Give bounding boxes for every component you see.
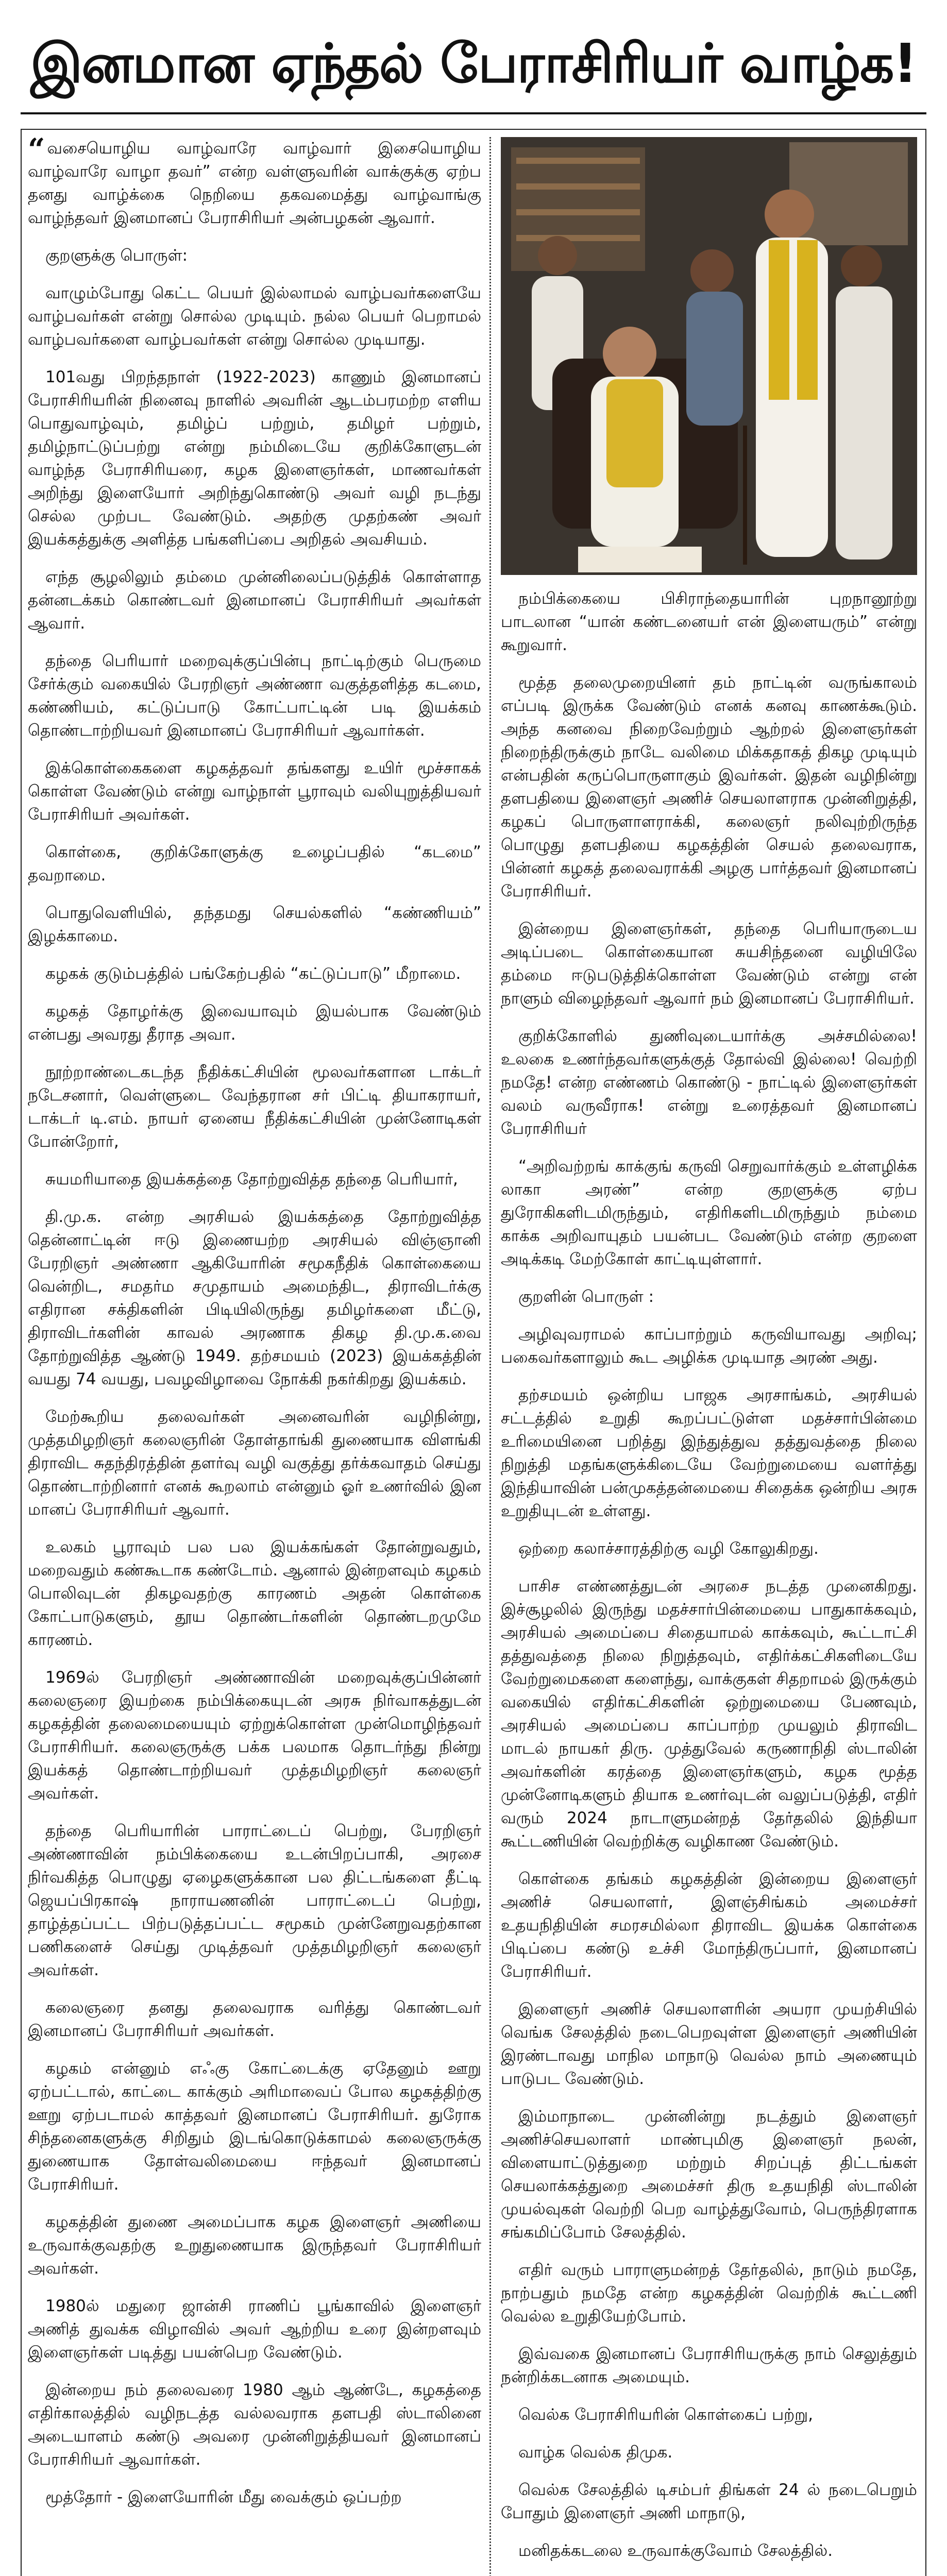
article-paragraph: இளைஞர் அணிச் செயலாளரின் அயரா முயற்சியில் வெங்க சேலத்தில் நடைபெறவுள்ள இளைஞர் அணியின் இரண்டாவது மாநில மாநாடு வெல்ல நாம் அணையும் பாடுபட வேண்டும். — [501, 2000, 917, 2088]
article-paragraph: தந்தை பெரியார் மறைவுக்குப்பின்பு நாட்டிற்கும் பெருமை சேர்க்கும் வகையில் பேரறிஞர் அண்ணா வகுத்தளித்த கடமை, கண்ணியம், கட்டுப்பாடு கோட்பாட்டின் படி இயக்கம் தொண்டாற்றியவர் இனமானப் பேராசிரியர் ஆவார்கள். — [28, 652, 481, 740]
article-paragraph: இவ்வகை இனமானப் பேராசிரியருக்கு நாம் செலுத்தும் நன்றிக்கடனாக அமையும். — [501, 2345, 917, 2386]
article-paragraph: குறிக்கோளில் துணிவுடையார்க்கு அச்சமில்லை! உலகை உணர்ந்தவர்களுக்குத் தோல்வி இல்லை! வெற்றி நமதே! என்ற எண்ணம் கொண்டு - நாட்டில் இளைஞர்கள் வலம் வருவீராக! என்று உரைத்தவர் இனமானப் பேராசிரியர் — [501, 1027, 917, 1138]
article-paragraph: கழகக் குடும்பத்தில் பங்கேற்பதில் “கட்டுப்பாடு” மீறாமை. — [45, 964, 461, 983]
article-paragraph: “அறிவற்றங் காக்குங் கருவி செறுவார்க்கும் உள்ளழிக்க லாகா அரண்” என்ற குறளுக்கு ஏற்ப துரோகிகளிடமிருந்தும், எதிரிகளிடமிருந்தும் நம்மை காக்க அறிவாயுதம் பயன்பட வேண்டும் என்ற குறளை அடிக்கடி மேற்கோள் காட்டியுள்ளார். — [501, 1157, 917, 1268]
article-paragraph: கழகத் தோழர்க்கு இவையாவும் இயல்பாக வேண்டும் என்பது அவரது தீராத அவா. — [28, 1002, 481, 1044]
left-column — [28, 137, 481, 2576]
article-paragraph: கொள்கை, குறிக்கோளுக்கு உழைப்பதில் “கடமை” தவறாமை. — [28, 843, 481, 885]
article-paragraph: நம்பிக்கையை பிசிராந்தையாரின் புறநானூற்று பாடலான “யான் கண்டனையர் என் இளையரும்” என்று கூறுவார். — [501, 589, 917, 654]
article-paragraph: சுயமரியாதை இயக்கத்தை தோற்றுவித்த தந்தை பெரியார், — [45, 1170, 458, 1189]
article-paragraph: குறளுக்கு பொருள்: — [45, 246, 188, 265]
article-paragraph: மனிதக்கடலை உருவாக்குவோம் சேலத்தில். — [518, 2541, 833, 2560]
article-paragraph: வெல்க சேலத்தில் டிசம்பர் திங்கள் 24 ல் நடைபெறும் போதும் இளைஞர் அணி மாநாடு, — [501, 2481, 917, 2522]
article-paragraph: பாசிச எண்ணத்துடன் அரசை நடத்த முனைகிறது. இச்சூழலில் இருந்து மதச்சார்பின்மையை பாதுகாக்கவும், அரசியல் அமைப்பை சிதையாமல் காக்கவும், கூட்டாட்சி தத்துவத்தை நிலை நிறுத்தவும், எதிர்க்கட்சிகளிடையே வேற்றுமைகளை களைந்து, வாக்குகள் சிதறாமல் இருக்கும் வகையில் எதிர்கட்சிகளின் ஒற்றுமையை பேணவும், அரசியல் அமைப்பை காப்பாற்ற முயலும் திராவிட மாடல் நாயகர் திரு. முத்துவேல் கருணாநிதி ஸ்டாலின் அவர்களின் கரத்தை இளைஞர்களும், கழக மூத்த முன்னோடிகளும் தியாக உணர்வுடன் வலுப்படுத்தி, எதிர் வரும் 2024 நாடாளுமன்றத் தேர்தலில் இந்தியா கூட்டணியின் வெற்றிக்கு வழிகாண வேண்டும். — [501, 1577, 917, 1851]
article-paragraph: தி.மு.க. என்ற அரசியல் இயக்கத்தை தோற்றுவித்த தென்னாட்டின் ஈடு இணையற்ற அரசியல் விஞ்ஞானி பேரறிஞர் அண்ணா ஆகியோரின் சமூகநீதிக் கொள்கையை வென்றிட, சமதர்ம சமுதாயம் அமைந்திட, திராவிடர்க்கு எதிரான சக்திகளின் பிடியிலிருந்து தமிழர்களை மீட்டு, திராவிடர்களின் காவல் அரணாக திகழ தி.மு.க.வை தோற்றுவித்த ஆண்டு 1949. தற்சமயம் (2023) இயக்கத்தின் வயது 74 வயது, பவழவிழாவை நோக்கி நகர்கிறது இயக்கம். — [28, 1208, 481, 1388]
article-paragraph: மேற்கூறிய தலைவர்கள் அனைவரின் வழிநின்று, முத்தமிழறிஞர் கலைஞரின் தோள்தாங்கி துணையாக விளங்கி திராவிட சுதந்திரத்தின் தளர்வு வழி வகுத்து தர்க்கவாதம் செய்து தொண்டாற்றினார் எனக் கூறலாம் என்னும் ஓர் உணர்வில் இன மானப் பேராசிரியர் ஆவார். — [28, 1408, 481, 1519]
article-paragraph: தந்தை பெரியாரின் பாராட்டைப் பெற்று, பேரறிஞர் அண்ணாவின் நம்பிக்கையை உடன்பிறப்பாகி, அரசை நிர்வகித்த பொழுது ஏழைகளுக்கான பல திட்டங்களை தீட்டி ஜெயப்பிரகாஷ் நாராயணனின் பாராட்டைப் பெற்று, தாழ்த்தப்பட்ட பிற்படுத்தப்பட்ட சமூகம் முன்னேறுவதற்கான பணிகளைச் செய்து முடித்தவர் முத்தமிழறிஞர் கலைஞர் அவர்கள். — [28, 1822, 481, 1979]
article-paragraph: பொதுவெளியில், தந்தமது செயல்களில் “கண்ணியம்” இழக்காமை. — [28, 904, 481, 945]
article-paragraph: வெல்க பேராசிரியரின் கொள்கைப் பற்று, — [518, 2405, 814, 2424]
article-paragraph: 1969ல் பேரறிஞர் அண்ணாவின் மறைவுக்குப்பின்னர் கலைஞரை இயற்கை நம்பிக்கையுடன் அரசு நிர்வாகத்துடன் கழகத்தின் தலைமையையும் ஏற்றுக்கொள்ள முன்மொழிந்தவர் பேராசிரியர். கலைஞருக்கு பக்க பலமாக தொடர்ந்து நின்று இயக்கத் தொண்டாற்றியவர் முத்தமிழறிஞர் கலைஞர் அவர்கள். — [28, 1668, 481, 1803]
article-paragraph: உலகம் பூராவும் பல பல இயக்கங்கள் தோன்றுவதும், மறைவதும் கண்கூடாக கண்டோம். ஆனால் இன்றளவும் கழகம் பொலிவுடன் திகழவதற்கு காரணம் அதன் கொள்கை கோட்பாடுகளும், தூய தொண்டர்களின் தொண்டறமுமே காரணம். — [28, 1538, 481, 1649]
article-paragraph: நூற்றாண்டைகடந்த நீதிக்கட்சியின் மூலவர்களான டாக்டர் நடேசனார், வெள்ளுடை வேந்தரான சர் பிட்டி தியாகராயர், டாக்டர் டி.எம். நாயர் ஏனைய நீதிக்கட்சியின் முன்னோடிகள் போன்றோர், — [28, 1063, 481, 1151]
right-column — [501, 137, 917, 2576]
article-paragraph: 1980ல் மதுரை ஜான்சி ராணிப் பூங்காவில் இளைஞர் அணித் துவக்க விழாவில் அவர் ஆற்றிய உரை இன்றளவும் இளைஞர்கள் படித்து பயன்பெற வேண்டும். — [28, 2297, 481, 2362]
article-paragraph: இம்மாநாடை முன்னின்று நடத்தும் இளைஞர் அணிச்செயலாளர் மாண்புமிகு இளைஞர் நலன், விளையாட்டுத்துறை மற்றும் சிறப்புத் திட்டங்கள் செயலாக்கத்துறை அமைச்சர் திரு உதயநிதி ஸ்டாலின் முயல்வுகள் வெற்றி பெற வாழ்த்துவோம், பெருந்திரளாக சங்கமிப்போம் சேலத்தில். — [501, 2107, 917, 2242]
article-paragraph: கழகத்தின் துணை அமைப்பாக கழக இளைஞர் அணியை உருவாக்குவதற்கு உறுதுணையாக இருந்தவர் பேராசிரியர் அவர்கள். — [28, 2213, 481, 2278]
article-paragraph: 101வது பிறந்தநாள் (1922-2023) காணும் இனமானப் பேராசிரியரின் நினைவு நாளில் அவரின் ஆடம்பரமற்ற எளிய பொதுவாழ்வும், தமிழ்ப் பற்றும், தமிழர் பற்றும், தமிழ்நாட்டுப்பற்று என்று நம்மிடையே குறிக்கோளுடன் வாழ்ந்த பேராசிரியரை, கழக இளைஞர்கள், மாணவர்கள் அறிந்து இளையோர் அறிந்துகொண்டு அவர் வழி நடந்து செல்ல முற்பட வேண்டும். அதற்கு முதற்கண் அவர் இயக்கத்துக்கு அளித்த பங்களிப்பை அறிதல் அவசியம். — [28, 368, 481, 549]
article-paragraph: இக்கொள்கைகளை கழகத்தவர் தங்களது உயிர் மூச்சாகக் கொள்ள வேண்டும் என்று வாழ்நாள் பூராவும் வலியுறுத்தியவர் பேராசிரியர் அவர்கள். — [28, 759, 481, 824]
article-paragraph: கழகம் என்னும் எஃகு கோட்டைக்கு ஏதேனும் ஊறு ஏற்பட்டால், காட்டை காக்கும் அரிமாவைப் போல கழகத்திற்கு ஊறு ஏற்படாமல் காத்தவர் இனமானப் பேராசிரியர். துரோக சிந்தனைகளுக்கு சிறிதும் இடங்கொடுக்காமல் கலைஞருக்கு துணையாக தோள்வலிமையை ஈந்தவர் இனமானப் பேராசிரியர். — [28, 2059, 481, 2194]
article-paragraph: எந்த சூழலிலும் தம்மை முன்னிலைப்படுத்திக் கொள்ளாத தன்னடக்கம் கொண்டவர் இனமானப் பேராசிரியர் அவர்கள் ஆவார். — [28, 568, 481, 633]
article-paragraph: தற்சமயம் ஒன்றிய பாஜக அரசாங்கம், அரசியல் சட்டத்தில் உறுதி கூறப்பட்டுள்ள மதச்சார்பின்மை உரிமையினை பறித்து இந்துத்துவ தத்துவத்தை நிலை நிறுத்தி மதங்களுக்கிடையே வேற்றுமையை வளர்த்து இந்தியாவின் பன்முகத்தன்மையை சிதைக்க ஒன்றிய அரசு உறுதியுடன் உள்ளது. — [501, 1386, 917, 1520]
article-paragraph: ஒற்றை கலாச்சாரத்திற்கு வழி கோலுகிறது. — [518, 1539, 819, 1558]
article-paragraph: எதிர் வரும் பாராளுமன்றத் தேர்தலில், நாடும் நமதே, நாற்பதும் நமதே என்ற கழகத்தின் வெற்றிக் கூட்டணி வெல்ல உறுதியேற்போம். — [501, 2261, 917, 2326]
article-paragraph: கலைஞரை தனது தலைவராக வரித்து கொண்டவர் இனமானப் பேராசிரியர் அவர்கள். — [28, 1998, 481, 2040]
photo-leaders-meeting — [501, 137, 917, 575]
opening-quote-mark: “ — [28, 137, 45, 167]
article-paragraph: இன்றைய நம் தலைவரை 1980 ஆம் ஆண்டே, கழகத்தை எதிர்காலத்தில் வழிநடத்த வல்லவராக தளபதி ஸ்டாலினை அடையாளம் கண்டு அவரை முன்னிறுத்தியவர் இனமானப் பேராசிரியர் ஆவார்கள். — [28, 2381, 481, 2469]
article-paragraph: இன்றைய இளைஞர்கள், தந்தை பெரியாருடைய அடிப்படை கொள்கையான சுயசிந்தனை வழியிலே தம்மை ஈடுபடுத்திக்கொள்ள வேண்டும் என்று என் நாளும் விழைந்தவர் ஆவார் நம் இனமானப் பேராசிரியர். — [501, 920, 917, 1008]
photo-illustration — [501, 137, 917, 575]
headline: இனமான ஏந்தல் பேராசிரியர் வாழ்க! — [30, 32, 917, 95]
article-paragraph: அழிவுவராமல் காப்பாற்றும் கருவியாவது அறிவு; பகைவர்களாலும் கூட அழிக்க முடியாத அரண் அது. — [501, 1325, 917, 1367]
article-paragraph: குறளின் பொருள் : — [518, 1287, 654, 1306]
column-divider — [489, 137, 491, 2576]
masthead — [21, 14, 926, 114]
article-paragraph: மூத்தோர் - இளையோரின் மீது வைக்கும் ஒப்பற்ற — [45, 2488, 402, 2506]
article-paragraph: வாழ்க வெல்க திமுக. — [518, 2443, 673, 2462]
article-paragraph: வாழும்போது கெட்ட பெயர் இல்லாமல் வாழ்பவர்களையே வாழ்பவர்கள் என்று சொல்ல முடியும். நல்ல பெயர் பெறாமல் வாழ்பவர்களை வாழ்பவர்கள் என்று சொல்ல முடியாது. — [28, 284, 481, 349]
article-paragraph — [28, 137, 481, 230]
paragraph-text: வசையொழிய வாழ்வாரே வாழ்வார் இசையொழிய வாழ்வாரே வாழா தவர்” என்ற வள்ளுவரின் வாக்குக்கு ஏற்ப தனது வாழ்க்கை நெறியை தகவமைத்து வாழ்வாங்கு வாழ்ந்தவர் இனமானப் பேராசிரியர் அன்பழகன் ஆவார். — [28, 139, 481, 227]
right-column-text — [501, 575, 917, 2563]
article-paragraph: மூத்த தலைமுறையினர் தம் நாட்டின் வருங்காலம் எப்படி இருக்க வேண்டும் எனக் கனவு காணக்கூடும். அந்த கனவை நிறைவேற்றும் ஆற்றல் இளைஞர்கள் நிறைந்திருக்கும் நாடே வலிமை மிக்கதாகத் திகழ முடியும் என்பதின் கருப்பொருளாகும் இவர்கள். இதன் வழிநின்று தளபதியை இளைஞர் அணிச் செயலாளராக முன்னிறுத்தி, கழகப் பொருளாளராக்கி, கலைஞர் நலிவுற்றிருந்த பொழுது தளபதியை கழகத்தின் செயல் தலைவராக, பின்னர் கழகத் தலைவராக்கி அழகு பார்த்தவர் இனமானப் பேராசிரியர். — [501, 673, 917, 901]
article-paragraph: கொள்கை தங்கம் கழகத்தின் இன்றைய இளைஞர் அணிச் செயலாளர், இளஞ்சிங்கம் அமைச்சர் உதயநிதியின் சமரசமில்லா திராவிட இயக்க கொள்கை பிடிப்பை கண்டு உச்சி மோந்திருப்பார், இனமானப் பேராசிரியர். — [501, 1870, 917, 1981]
